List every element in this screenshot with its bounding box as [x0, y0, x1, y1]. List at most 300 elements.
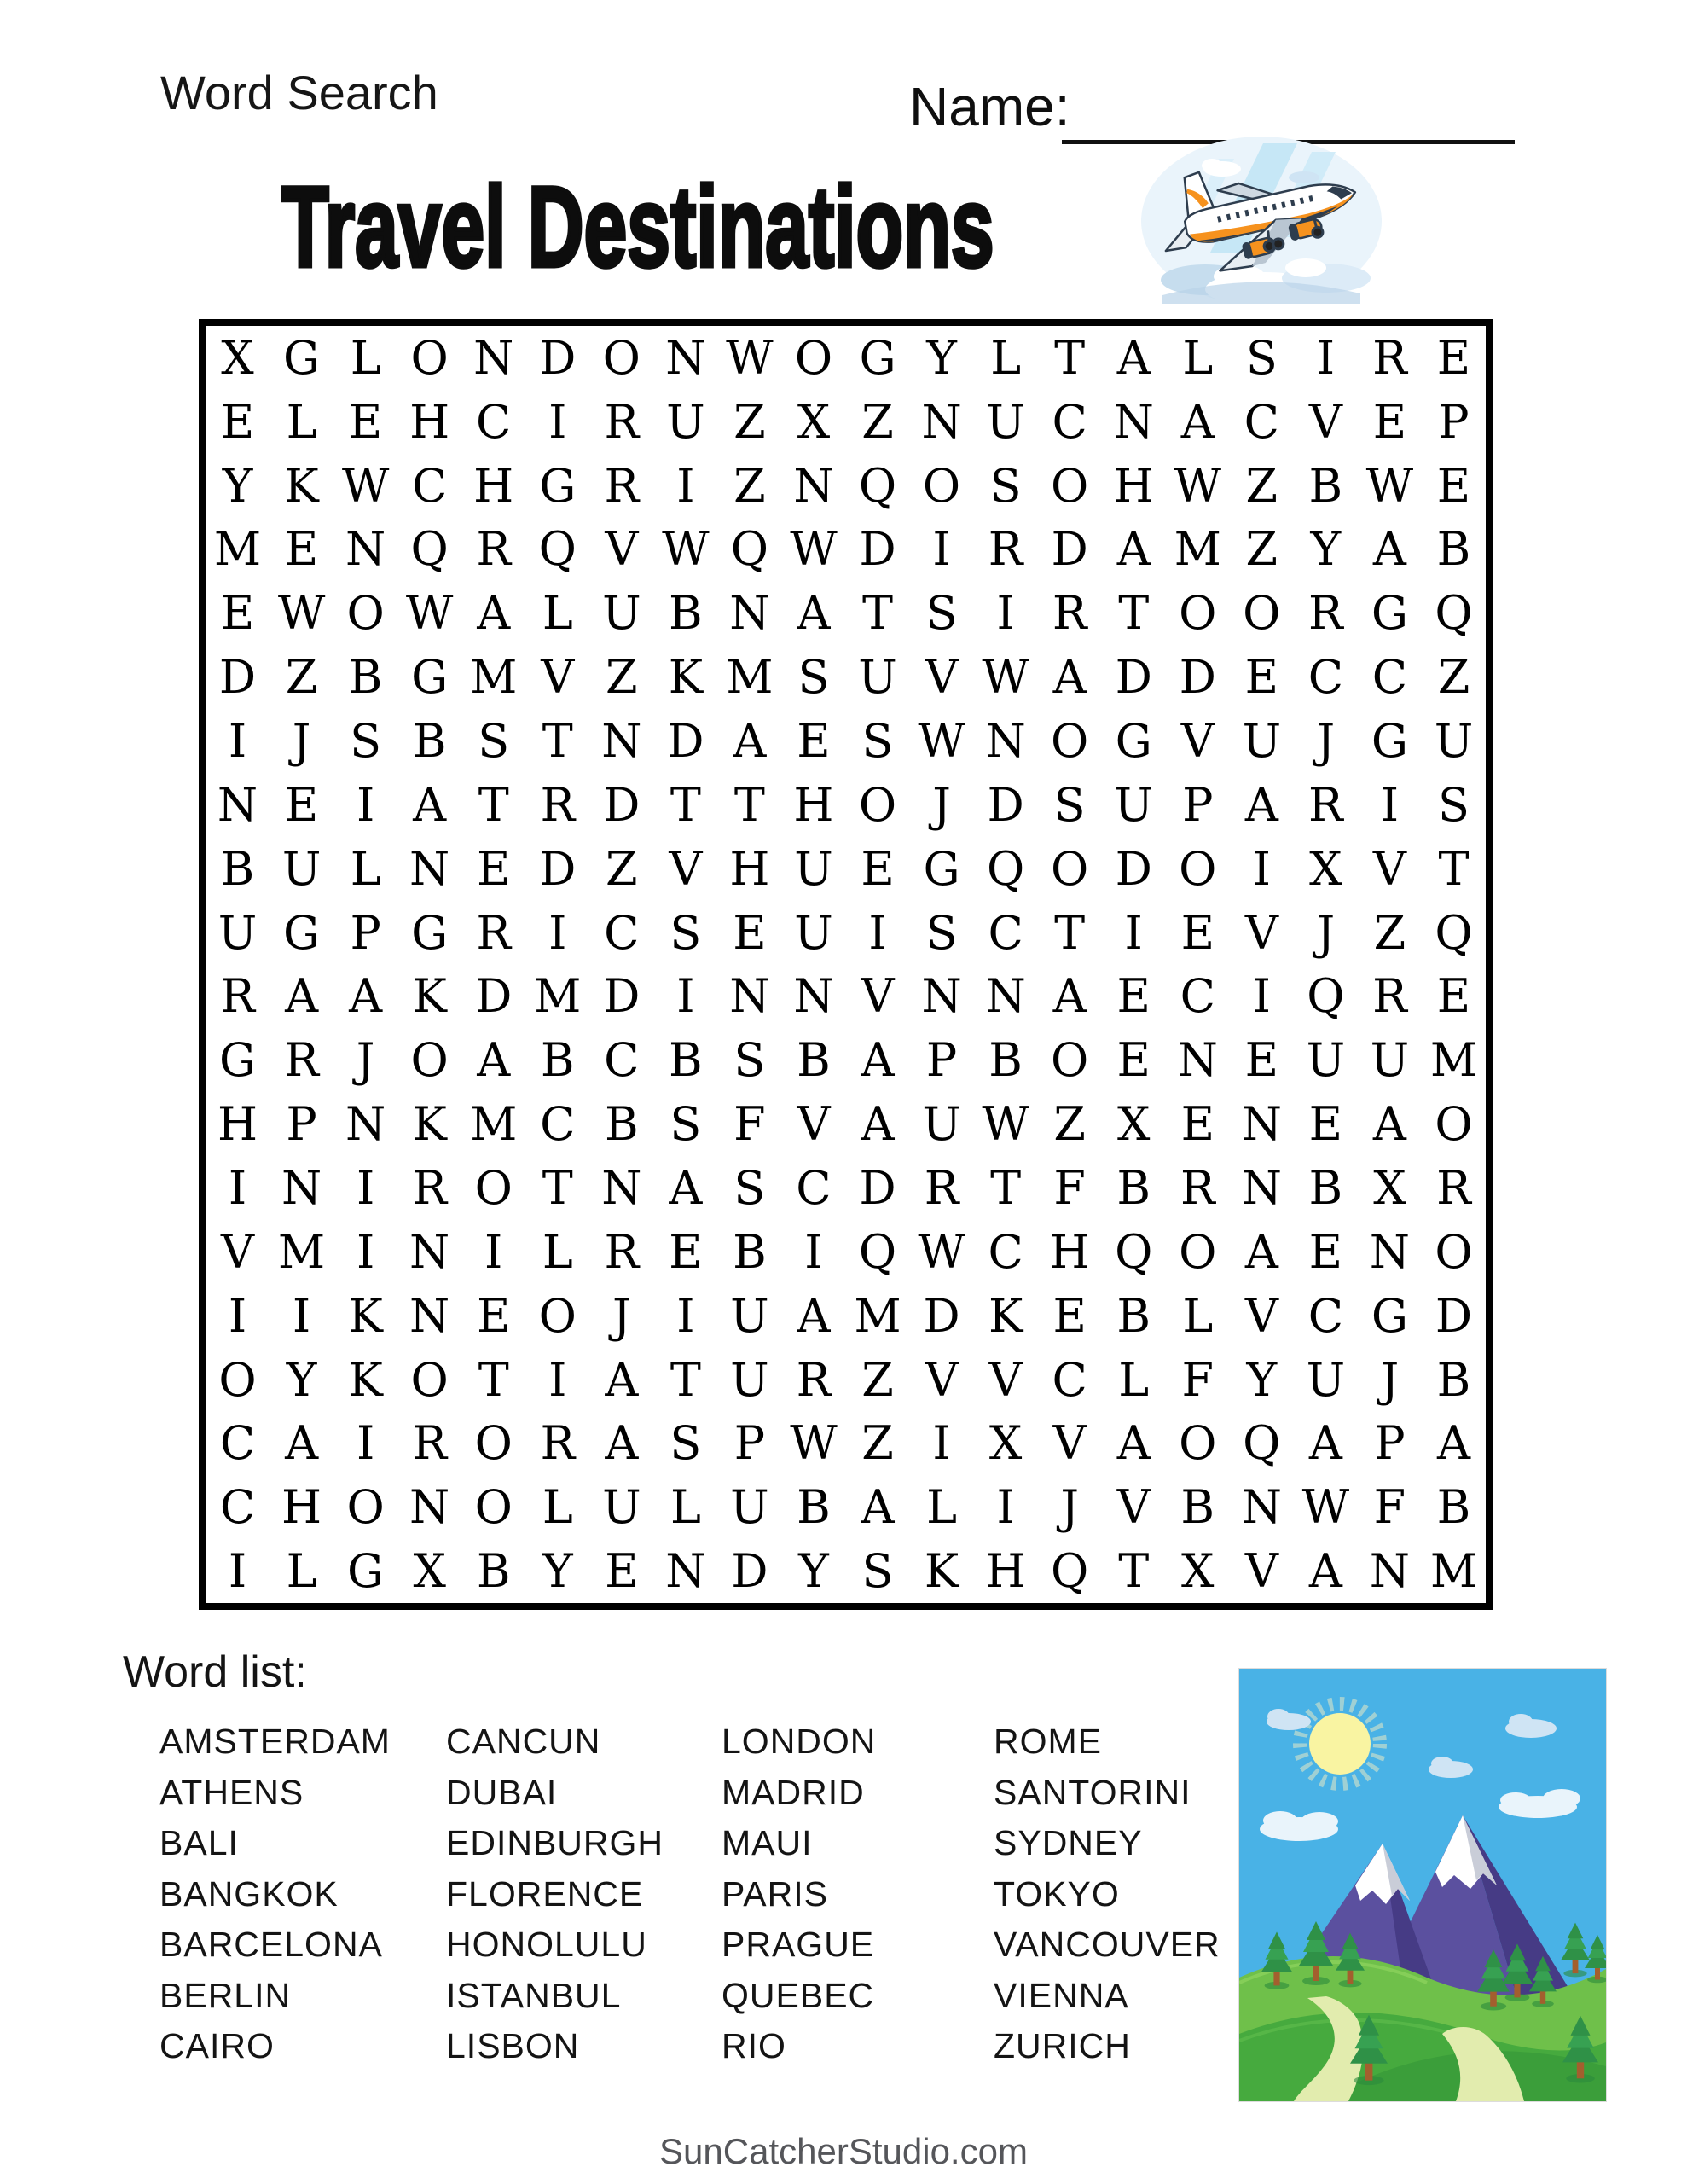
grid-letter: R [604, 458, 640, 513]
grid-letter: A [1308, 1416, 1342, 1471]
grid-letter: A [733, 714, 767, 769]
grid-letter: R [540, 1416, 576, 1471]
grid-letter: L [542, 586, 573, 641]
grid-letter: N [1241, 1480, 1282, 1535]
grid-letter: C [1307, 650, 1344, 705]
grid-letter: F [1053, 1160, 1086, 1215]
grid-letter: M [534, 969, 582, 1024]
word-list-item: QUEBEC [722, 1975, 875, 2015]
grid-letter: C [988, 905, 1023, 960]
grid-letter: M [213, 522, 262, 577]
grid-letter: U [602, 1480, 641, 1535]
grid-letter: E [1436, 458, 1471, 513]
grid-letter: P [1374, 1416, 1406, 1471]
grid-letter: R [284, 1033, 319, 1088]
grid-letter: V [541, 650, 575, 705]
grid-letter: N [921, 394, 962, 449]
grid-letter: N [793, 969, 834, 1024]
grid-letter: A [669, 1160, 703, 1215]
grid-letter: L [670, 1480, 701, 1535]
grid-letter: Y [926, 330, 957, 385]
grid-letter: A [797, 586, 831, 641]
grid-letter: N [1177, 1033, 1218, 1088]
grid-letter: P [350, 905, 381, 960]
grid-letter: V [1116, 1480, 1151, 1535]
grid-letter: I [548, 1352, 567, 1407]
grid-letter: J [292, 714, 311, 769]
grid-letter: A [1052, 650, 1087, 705]
grid-letter: U [1370, 1033, 1410, 1088]
grid-letter: A [1244, 1224, 1278, 1279]
grid-letter: C [604, 1033, 640, 1088]
grid-letter: Z [733, 394, 766, 449]
grid-letter: D [539, 330, 577, 385]
grid-letter: E [1180, 1097, 1215, 1152]
grid-letter: D [475, 969, 513, 1024]
grid-letter: V [221, 1224, 255, 1279]
grid-letter: Y [798, 1544, 829, 1599]
grid-letter: H [217, 1097, 258, 1152]
grid-letter: A [285, 1416, 319, 1471]
grid-letter: D [1435, 1288, 1473, 1343]
grid-letter: H [281, 1480, 322, 1535]
grid-letter: L [350, 841, 381, 896]
grid-letter: W [277, 586, 326, 641]
grid-letter: G [283, 905, 321, 960]
grid-letter: N [345, 522, 386, 577]
grid-letter: R [1372, 330, 1407, 385]
grid-letter: O [538, 1288, 577, 1343]
grid-letter: R [988, 522, 1023, 577]
grid-letter: R [412, 1416, 447, 1471]
grid-letter: V [1372, 841, 1406, 896]
grid-letter: G [539, 458, 577, 513]
grid-letter: S [861, 1544, 894, 1599]
grid-letter: Z [861, 1416, 894, 1471]
grid-letter: Q [1435, 905, 1473, 960]
grid-letter: W [341, 458, 390, 513]
word-list-column [994, 1716, 1280, 2072]
word-list-item: MAUI [722, 1823, 813, 1862]
word-list-label: Word list: [123, 1647, 307, 1697]
grid-letter: D [1051, 522, 1088, 577]
grid-letter: A [1116, 330, 1151, 385]
grid-letter: G [859, 330, 896, 385]
grid-letter: V [1244, 1288, 1278, 1343]
grid-letter: E [1116, 969, 1151, 1024]
grid-letter: Q [1243, 1416, 1281, 1471]
grid-letter: Z [1373, 905, 1406, 960]
grid-letter: Y [1246, 1352, 1278, 1407]
grid-letter: Z [1245, 522, 1278, 577]
grid-letter: J [1316, 905, 1336, 960]
grid-letter: B [669, 586, 703, 641]
grid-letter: U [1306, 1352, 1346, 1407]
grid-letter: A [861, 1097, 895, 1152]
word-list-item: RIO [722, 2026, 786, 2065]
grid-letter: T [1438, 841, 1470, 896]
grid-letter: Q [1435, 586, 1473, 641]
grid-letter: O [1243, 586, 1281, 641]
grid-letter: X [797, 394, 831, 449]
grid-letter: B [1436, 522, 1471, 577]
grid-letter: Z [1245, 458, 1278, 513]
grid-letter: I [1124, 905, 1143, 960]
grid-letter: N [409, 1480, 450, 1535]
grid-letter: S [925, 586, 958, 641]
grid-letter: A [1116, 522, 1151, 577]
grid-letter: I [996, 586, 1015, 641]
grid-letter: X [1116, 1097, 1151, 1152]
grid-letter: G [411, 905, 449, 960]
grid-letter: R [604, 394, 640, 449]
grid-letter: W [982, 1097, 1029, 1152]
word-list-item: VIENNA [994, 1975, 1129, 2015]
grid-letter: I [228, 714, 247, 769]
word-list-item: FLORENCE [446, 1873, 644, 1914]
word-list-item: AMSTERDAM [159, 1722, 391, 1761]
grid-letter: O [346, 586, 385, 641]
grid-letter: C [1052, 394, 1087, 449]
grid-letter: D [859, 1160, 896, 1215]
grid-letter: U [602, 586, 641, 641]
grid-letter: K [988, 1288, 1023, 1343]
grid-letter: E [1244, 650, 1279, 705]
grid-letter: G [411, 650, 449, 705]
grid-letter: B [412, 714, 447, 769]
grid-letter: A [605, 1416, 639, 1471]
grid-letter: Q [1051, 1544, 1089, 1599]
grid-letter: J [1060, 1480, 1079, 1535]
grid-letter: I [356, 1160, 375, 1215]
grid-letter: O [474, 1416, 513, 1471]
grid-letter: C [1180, 969, 1215, 1024]
word-list-column [159, 1716, 446, 2072]
word-columns [159, 1716, 1280, 2072]
grid-letter: Q [730, 522, 769, 577]
grid-letter: N [665, 1544, 706, 1599]
grid-letter: W [790, 522, 838, 577]
grid-letter: S [1053, 777, 1086, 832]
grid-letter: H [1113, 458, 1154, 513]
word-list-item: BANGKOK [159, 1873, 339, 1914]
grid-letter: U [1306, 1033, 1346, 1088]
grid-letter: D [1115, 841, 1152, 896]
word-list-item: BARCELONA [159, 1925, 383, 1964]
grid-letter: L [926, 1480, 957, 1535]
grid-letter: R [1180, 1160, 1215, 1215]
grid-letter: I [1252, 841, 1271, 896]
grid-letter: I [804, 1224, 823, 1279]
grid-letter: V [1180, 714, 1215, 769]
word-list-item: VANCOUVER [994, 1925, 1220, 1964]
grid-letter: Q [538, 522, 577, 577]
grid-letter: U [858, 650, 897, 705]
grid-letter: Z [861, 1352, 894, 1407]
grid-letter: S [861, 714, 894, 769]
grid-letter: I [932, 1416, 951, 1471]
grid-letter: N [985, 714, 1026, 769]
grid-letter: M [854, 1288, 901, 1343]
grid-letter: N [409, 1224, 450, 1279]
grid-letter: L [350, 330, 381, 385]
grid-letter: N [1369, 1224, 1411, 1279]
grid-letter: C [540, 1097, 576, 1152]
grid-letter: I [676, 969, 695, 1024]
grid-letter: G [1371, 586, 1408, 641]
grid-letter: I [356, 777, 375, 832]
word-list-column [446, 1716, 722, 2072]
grid-letter: N [409, 1288, 450, 1343]
grid-letter: I [868, 905, 887, 960]
grid-letter: Y [542, 1544, 573, 1599]
grid-letter: O [1179, 1224, 1217, 1279]
grid-letter: P [286, 1097, 317, 1152]
grid-letter: O [1051, 714, 1089, 769]
grid-letter: C [476, 394, 512, 449]
grid-letter: E [284, 777, 319, 832]
grid-letter: G [1371, 1288, 1408, 1343]
grid-letter: L [1182, 330, 1214, 385]
grid-letter: I [676, 1288, 695, 1343]
grid-letter: V [1244, 1544, 1278, 1599]
grid-letter: Y [286, 1352, 317, 1407]
grid-letter: Z [733, 458, 766, 513]
grid-letter: L [286, 1544, 317, 1599]
grid-letter: C [219, 1416, 256, 1471]
grid-letter: A [1436, 1416, 1470, 1471]
grid-letter: D [859, 522, 896, 577]
grid-letter: Z [1437, 650, 1470, 705]
grid-letter: S [797, 650, 830, 705]
grid-letter: I [996, 1480, 1015, 1535]
grid-letter: V [988, 1352, 1023, 1407]
grid-letter: O [474, 1160, 513, 1215]
grid-letter: W [726, 330, 774, 385]
grid-letter: X [221, 330, 254, 385]
grid-letter: Z [1053, 1097, 1086, 1152]
grid-letter: I [1252, 969, 1271, 1024]
grid-letter: U [281, 841, 322, 896]
grid-letter: M [1174, 522, 1221, 577]
grid-letter: H [1049, 1224, 1090, 1279]
grid-letter: I [356, 1224, 375, 1279]
grid-letter: S [1245, 330, 1278, 385]
grid-letter: S [478, 714, 510, 769]
grid-letter: W [918, 714, 965, 769]
grid-letter: Q [410, 522, 449, 577]
grid-letter: X [1309, 841, 1342, 896]
grid-letter: N [1369, 1544, 1411, 1599]
grid-letter: N [1241, 1160, 1282, 1215]
grid-letter: T [1118, 586, 1150, 641]
grid-letter: C [604, 905, 640, 960]
grid-letter: I [292, 1288, 311, 1343]
grid-letter: R [1372, 969, 1407, 1024]
grid-letter: D [731, 1544, 768, 1599]
grid-letter: I [932, 522, 951, 577]
grid-letter: G [283, 330, 321, 385]
grid-letter: A [1116, 1416, 1151, 1471]
grid-letter: N [985, 969, 1026, 1024]
grid-letter: P [733, 1416, 766, 1471]
grid-letter: S [925, 905, 958, 960]
grid-letter: W [982, 650, 1029, 705]
grid-letter: O [1435, 1097, 1473, 1152]
grid-letter: M [277, 1224, 326, 1279]
grid-letter: S [989, 458, 1022, 513]
word-list-item: BALI [159, 1823, 239, 1862]
page-type-label: Word Search [160, 66, 438, 119]
grid-letter: G [347, 1544, 385, 1599]
grid-letter: U [217, 905, 258, 960]
word-list-item: ISTANBUL [446, 1975, 622, 2015]
grid-letter: E [477, 841, 511, 896]
grid-letter: Z [606, 841, 638, 896]
grid-letter: A [605, 1352, 639, 1407]
grid-letter: I [548, 905, 567, 960]
grid-letter: N [601, 1160, 642, 1215]
word-list-item: EDINBURGH [446, 1823, 664, 1862]
grid-letter: D [923, 1288, 960, 1343]
grid-letter: Q [858, 1224, 897, 1279]
grid-letter: A [1244, 777, 1278, 832]
grid-letter: C [1244, 394, 1279, 449]
grid-letter: B [476, 1544, 511, 1599]
grid-letter: N [921, 969, 962, 1024]
grid-letter: V [1308, 394, 1342, 449]
grid-letter: I [484, 1224, 503, 1279]
grid-letter: B [1180, 1480, 1215, 1535]
grid-letter: O [410, 1033, 449, 1088]
grid-letter: N [281, 1160, 322, 1215]
grid-letter: M [1429, 1544, 1478, 1599]
grid-letter: K [348, 1352, 383, 1407]
grid-letter: N [1113, 394, 1154, 449]
grid-letter: S [670, 1097, 702, 1152]
grid-letter: Y [222, 458, 253, 513]
grid-letter: X [413, 1544, 446, 1599]
grid-letter: T [670, 1352, 701, 1407]
grid-letter: B [604, 1097, 639, 1152]
grid-letter: I [1316, 330, 1336, 385]
grid-letter: O [1051, 1033, 1089, 1088]
grid-letter: X [1181, 1544, 1215, 1599]
grid-letter: O [474, 1480, 513, 1535]
grid-letter: T [478, 777, 509, 832]
grid-letter: B [1308, 458, 1343, 513]
grid-letter: C [1307, 1288, 1344, 1343]
grid-letter: S [670, 905, 702, 960]
grid-letter: B [1436, 1480, 1471, 1535]
grid-letter: B [669, 1033, 703, 1088]
grid-letter: A [1372, 522, 1406, 577]
word-list-item: ATHENS [159, 1772, 304, 1812]
grid-letter: C [1052, 1352, 1087, 1407]
grid-letter: E [1308, 1224, 1343, 1279]
word-list-item: SANTORINI [994, 1772, 1191, 1812]
grid-letter: T [1054, 330, 1086, 385]
grid-letter: N [729, 586, 770, 641]
grid-letter: N [217, 777, 258, 832]
grid-letter: V [605, 522, 639, 577]
grid-letter: C [412, 458, 448, 513]
grid-letter: I [356, 1416, 375, 1471]
grid-letter: C [796, 1160, 832, 1215]
grid-letter: L [1118, 1352, 1150, 1407]
grid-letter: W [1301, 1480, 1350, 1535]
grid-letter: S [350, 714, 382, 769]
grid-letter: K [284, 458, 319, 513]
grid-letter: U [986, 394, 1025, 449]
grid-letter: E [1244, 1033, 1279, 1088]
grid-letter: W [662, 522, 710, 577]
grid-letter: K [412, 969, 447, 1024]
grid-letter: U [730, 1480, 769, 1535]
grid-letter: O [858, 777, 897, 832]
grid-letter: R [476, 905, 512, 960]
grid-letter: V [1052, 1416, 1087, 1471]
grid-letter: N [473, 330, 514, 385]
grid-letter: R [1308, 777, 1343, 832]
grid-letter: C [988, 1224, 1023, 1279]
grid-letter: A [1052, 969, 1087, 1024]
grid-letter: B [1308, 1160, 1343, 1215]
grid-letter: L [542, 1480, 573, 1535]
grid-letter: I [228, 1544, 247, 1599]
site-credit: SunCatcherStudio.com [659, 2131, 1028, 2171]
grid-letter: D [603, 777, 641, 832]
grid-letter: W [1365, 458, 1414, 513]
grid-letter: U [1242, 714, 1282, 769]
grid-letter: B [988, 1033, 1023, 1088]
grid-letter: U [794, 905, 833, 960]
grid-letter: A [285, 969, 319, 1024]
word-list-item: MADRID [722, 1772, 865, 1812]
grid-letter: L [1182, 1288, 1214, 1343]
grid-letter: M [1429, 1033, 1478, 1088]
grid-letter: P [925, 1033, 958, 1088]
grid-letter: B [797, 1480, 831, 1535]
grid-letter: E [605, 1544, 639, 1599]
grid-letter: T [1054, 905, 1086, 960]
grid-letter: K [412, 1097, 447, 1152]
grid-letter: E [220, 586, 255, 641]
grid-letter: F [733, 1097, 766, 1152]
grid-letter: D [987, 777, 1024, 832]
word-list-item: ZURICH [994, 2026, 1131, 2065]
word-list-column [722, 1716, 994, 2072]
grid-letter: O [346, 1480, 385, 1535]
grid-letter: R [1308, 586, 1343, 641]
grid-letter: U [794, 841, 833, 896]
grid-letter: N [729, 969, 770, 1024]
grid-letter: E [1308, 1097, 1343, 1152]
grid-letter: V [861, 969, 895, 1024]
grid-letter: G [218, 1033, 257, 1088]
grid-letter: B [733, 1224, 767, 1279]
grid-letter: O [1051, 458, 1089, 513]
word-list-item: HONOLULU [446, 1925, 647, 1964]
grid-letter: U [1434, 714, 1474, 769]
grid-letter: E [477, 1288, 511, 1343]
grid-letter: C [219, 1480, 256, 1535]
page-title: Travel Destinations [281, 164, 994, 291]
word-list-item: PARIS [722, 1873, 828, 1914]
grid-letter: B [540, 1033, 575, 1088]
word-list-item: CANCUN [446, 1722, 601, 1761]
grid-letter: E [348, 394, 383, 449]
